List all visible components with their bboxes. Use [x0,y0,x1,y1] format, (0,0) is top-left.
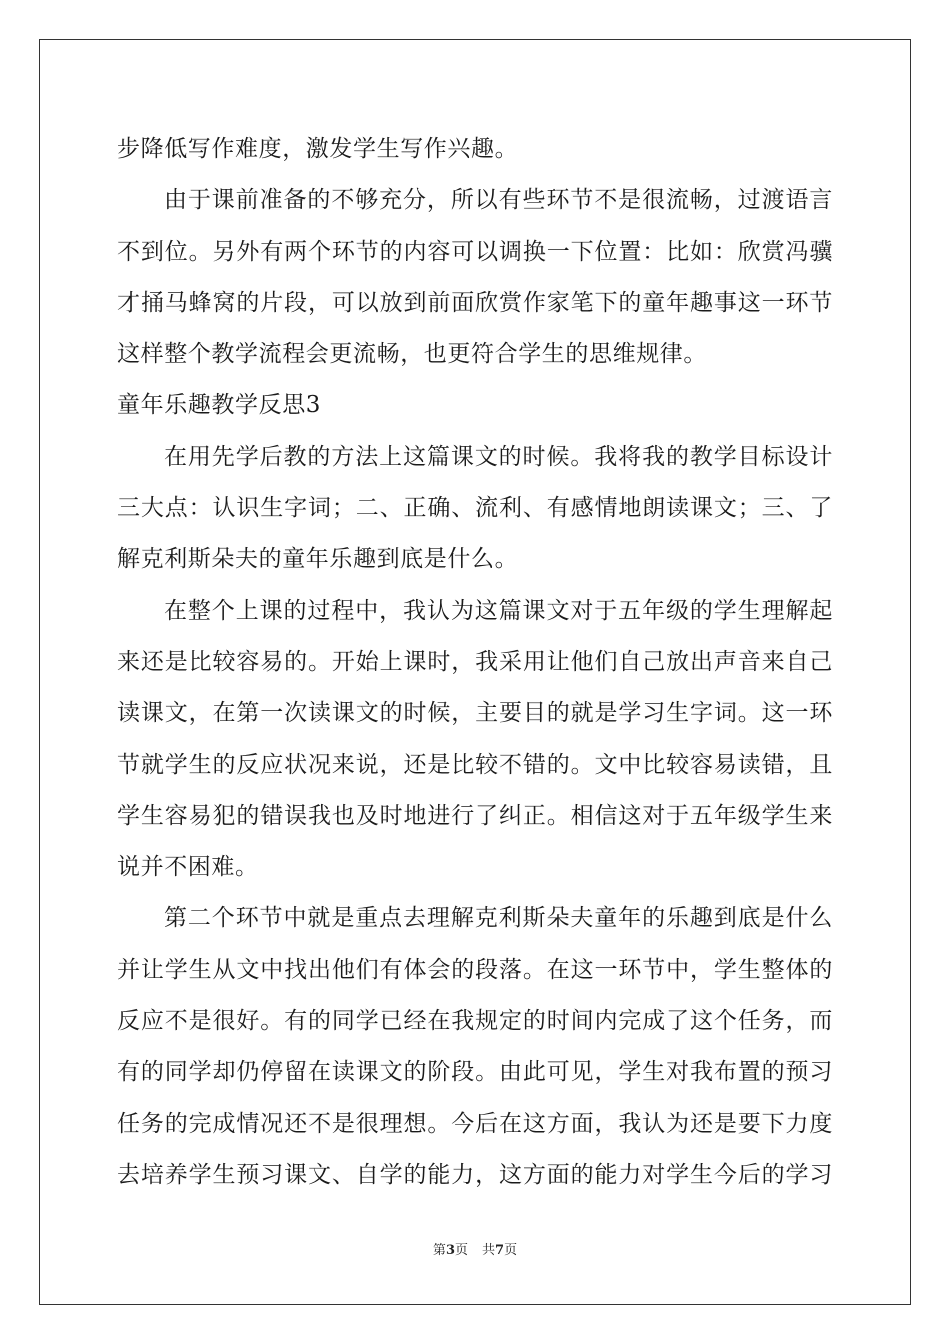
text-line: 说并不困难。 [117,854,259,881]
text-line: 三大点：认识生字词；二、正确、流利、有感情地朗读课文；三、了 [117,495,833,522]
total-pages: 7 [495,1243,505,1258]
text-line: 来还是比较容易的。开始上课时，我采用让他们自己放出声音来自己 [117,648,833,675]
total-prefix: 共 [482,1243,496,1258]
text-line: 不到位。另外有两个环节的内容可以调换一下位置：比如：欣赏冯骥 [117,238,833,265]
total-suffix: 页 [504,1243,518,1258]
page-footer [0,1243,950,1259]
text-line: 节就学生的反应状况来说，还是比较不错的。文中比较容易读错，且 [117,751,833,778]
text-line: 才捅马蜂窝的片段，可以放到前面欣赏作家笔下的童年趣事这一环节 [117,289,833,316]
page-prefix: 第 [432,1243,446,1258]
text-line: 学生容易犯的错误我也及时地进行了纠正。相信这对于五年级学生来 [117,802,833,829]
page-suffix: 页 [454,1243,468,1258]
text-line: 去培养学生预习课文、自学的能力，这方面的能力对学生今后的学习 [117,1161,833,1188]
text-line: 这样整个教学流程会更流畅，也更符合学生的思维规律。 [117,341,707,368]
text-line: 读课文，在第一次读课文的时候，主要目的就是学习生字词。这一环 [117,700,833,727]
text-line: 在整个上课的过程中，我认为这篇课文对于五年级的学生理解起 [164,597,833,624]
text-line: 有的同学却仍停留在读课文的阶段。由此可见，学生对我布置的预习 [117,1059,833,1086]
section-heading: 童年乐趣教学反思3 [117,392,322,419]
text-line: 第二个环节中就是重点去理解克利斯朵夫童年的乐趣到底是什么 [164,905,833,932]
text-line: 步降低写作难度，激发学生写作兴趣。 [117,136,519,162]
text-line: 反应不是很好。有的同学已经在我规定的时间内完成了这个任务，而 [117,1008,833,1035]
page-number: 3 [445,1243,455,1258]
text-line: 并让学生从文中找出他们有体会的段落。在这一环节中，学生整体的 [117,956,833,983]
text-line: 由于课前准备的不够充分，所以有些环节不是很流畅，过渡语言 [164,187,833,214]
text-line: 任务的完成情况还不是很理想。今后在这方面，我认为还是要下力度 [117,1110,833,1137]
text-line: 在用先学后教的方法上这篇课文的时候。我将我的教学目标设计 [164,443,833,470]
text-line: 解克利斯朵夫的童年乐趣到底是什么。 [117,546,519,573]
document-body [117,124,833,1201]
